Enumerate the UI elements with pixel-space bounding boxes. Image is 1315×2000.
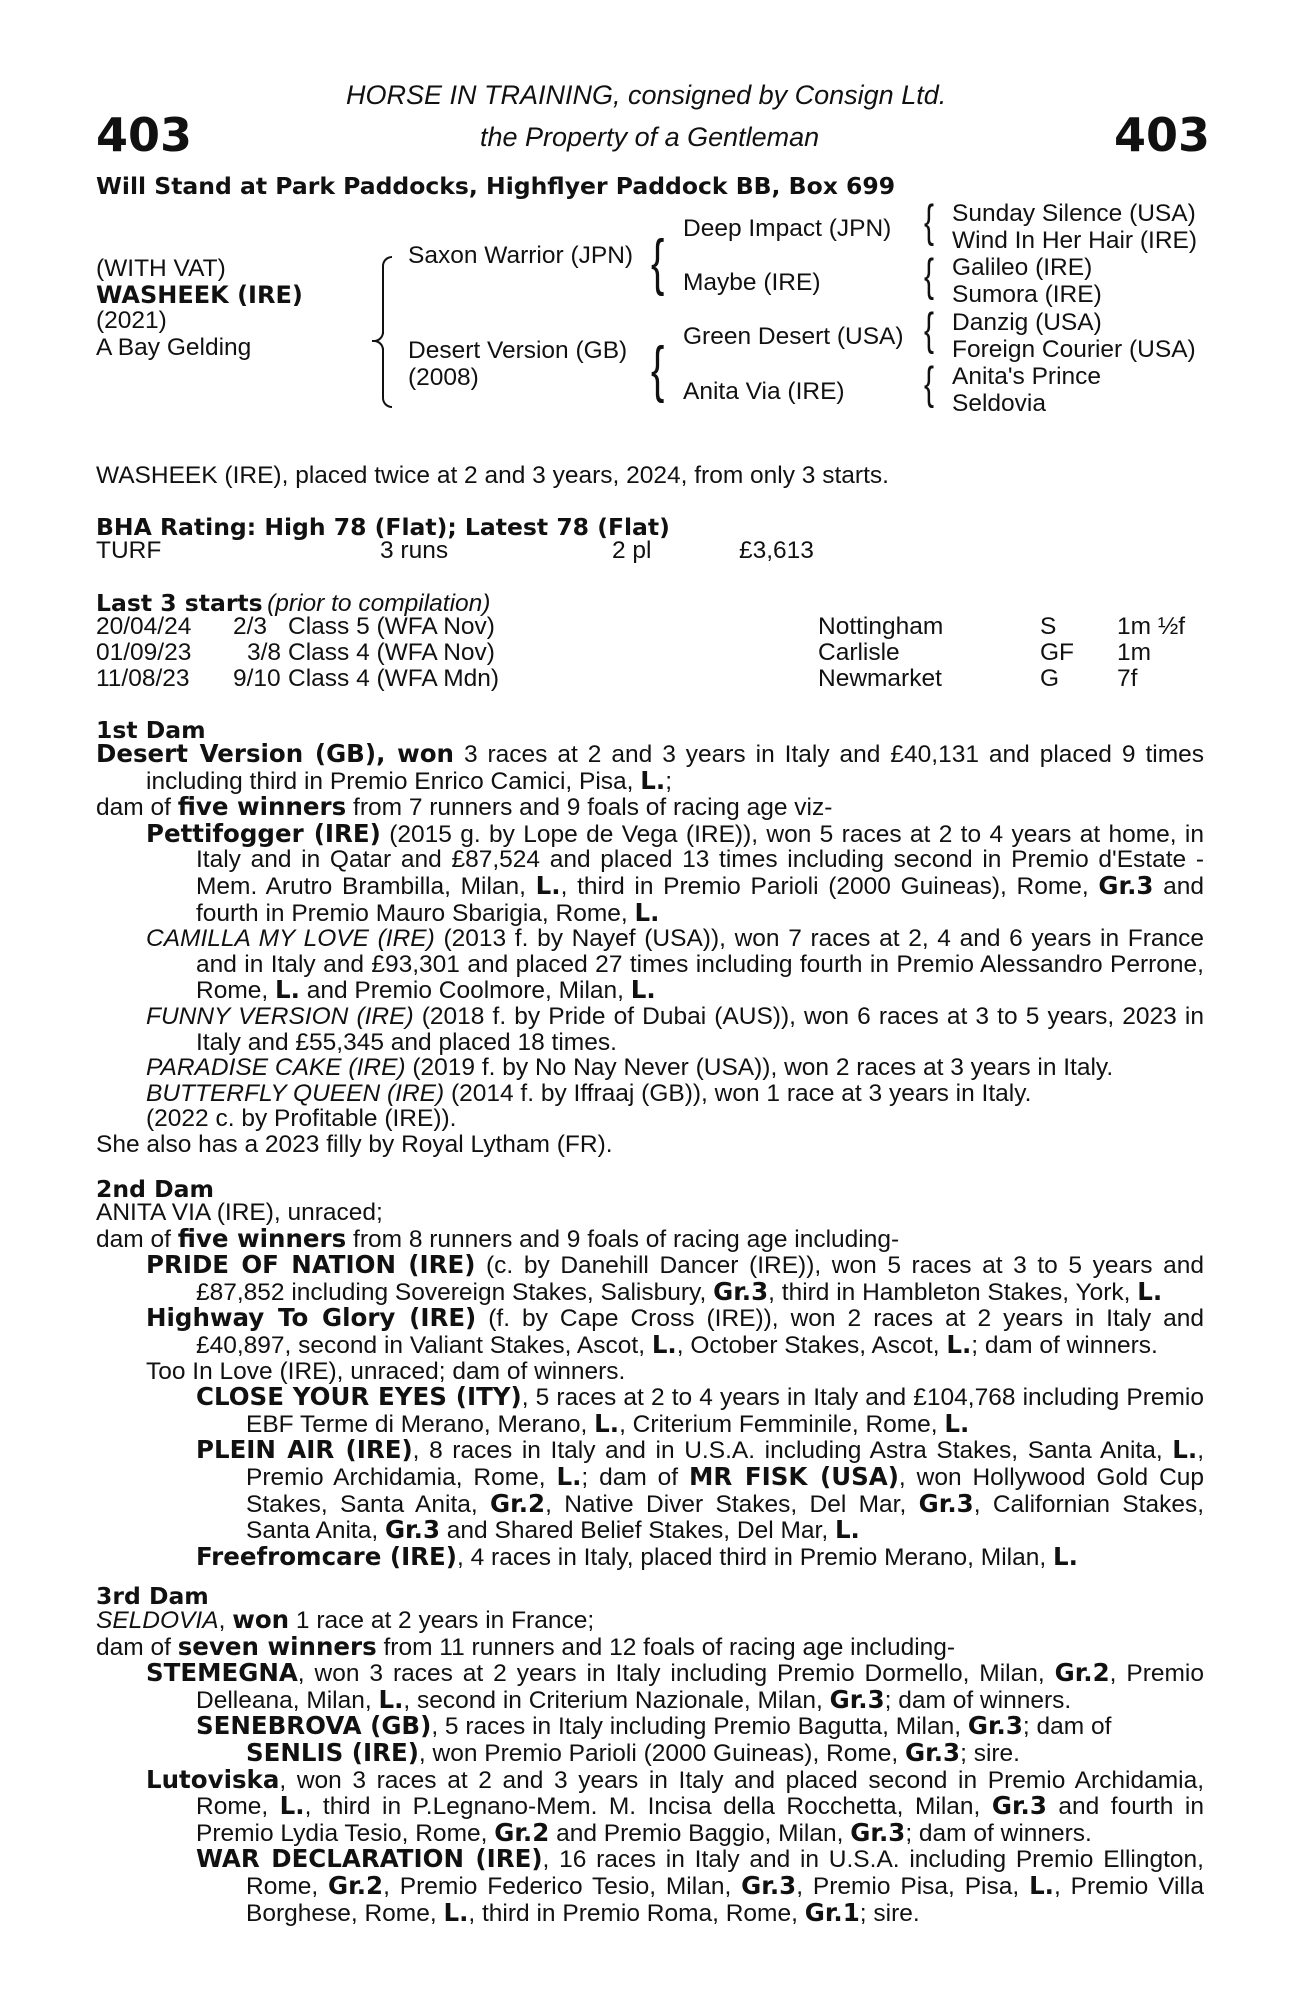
- progeny-text: , 5 races in Italy including Premio Bagutta, Milan,: [431, 1713, 968, 1741]
- start-race: Class 4 (WFA Mdn): [288, 665, 500, 692]
- start-course: Nottingham: [818, 613, 944, 640]
- sire: Saxon Warrior (JPN): [408, 242, 634, 269]
- progeny-name: Lutoviska: [146, 1764, 280, 1794]
- list-item: [246, 1737, 1204, 1767]
- start-race: Class 4 (WFA Nov): [288, 639, 495, 666]
- winners-count: seven winners: [177, 1631, 377, 1661]
- pedigree-brace-bottom: [382, 348, 392, 408]
- winners-count: five winners: [177, 792, 347, 822]
- progeny-name: CLOSE YOUR EYES (ITY): [196, 1382, 522, 1412]
- dam-dam: Anita Via (IRE): [683, 378, 845, 405]
- third-dam-name: SELDOVIA: [96, 1607, 219, 1634]
- group-mark: Gr.2: [490, 1488, 546, 1518]
- progeny-text: , October Stakes, Ascot,: [676, 1331, 947, 1359]
- horse-description: A Bay Gelding: [96, 334, 252, 361]
- brace-g56: {: [924, 305, 935, 355]
- listed-mark: L.: [1052, 1541, 1078, 1571]
- listed-mark: L.: [834, 1515, 860, 1545]
- progeny-text: , won Hollywood Gold Cup Stakes, Santa Anita,: [246, 1463, 1205, 1518]
- rating-runs: 3 runs: [380, 537, 449, 564]
- progeny-name: PARADISE CAKE (IRE): [146, 1054, 406, 1082]
- ancestor-3: Galileo (IRE): [952, 254, 1093, 281]
- last-starts-note: (prior to compilation): [267, 590, 491, 617]
- progeny-text: , Californian Stakes, Santa Anita,: [246, 1490, 1204, 1545]
- second-dam-heading: 2nd Dam: [96, 1175, 214, 1203]
- progeny-text: and fourth in Premio Lydia Tesio, Rome,: [196, 1793, 1204, 1847]
- dam-of-rest: from 8 runners and 9 foals of racing age including-: [346, 1225, 900, 1253]
- progeny-text: , second in Criterium Nazionale, Milan,: [403, 1686, 830, 1714]
- progeny-name: Highway To Glory (IRE): [146, 1303, 477, 1333]
- list-item: [196, 1846, 1204, 1926]
- list-item: [196, 1713, 1204, 1740]
- progeny-name: PLEIN AIR (IRE): [196, 1435, 413, 1465]
- start-race: Class 5 (WFA Nov): [288, 613, 495, 640]
- start-date: 01/09/23: [96, 639, 192, 666]
- progeny-name: STEMEGNA: [146, 1658, 298, 1688]
- dam-brace: {: [651, 335, 665, 405]
- group-mark: Gr.2: [494, 1817, 550, 1847]
- progeny-name: CAMILLA MY LOVE (IRE): [146, 925, 435, 953]
- sire-brace: {: [651, 228, 665, 298]
- winners-count: five winners: [177, 1223, 347, 1253]
- progeny-text: , third in Premio Roma, Rome,: [468, 1899, 805, 1927]
- brace-g78: {: [924, 359, 935, 409]
- progeny-text: , third in Premio Parioli (2000 Guineas), Rome,: [560, 872, 1099, 900]
- record-text: 1 race at 2 years in France;: [289, 1607, 595, 1634]
- progeny-text: (f. by Cape Cross (IRE)), won 2 races at 2 years in Italy and £40,897, second in Valiant Stakes, Ascot,: [196, 1305, 1204, 1359]
- pedigree-brace-top: [382, 256, 392, 334]
- start-going: GF: [1040, 639, 1075, 666]
- listed-mark: L.: [279, 1791, 305, 1821]
- group-mark: Gr.2: [328, 1870, 384, 1900]
- dam-of-rest: from 11 runners and 12 foals of racing age including-: [376, 1633, 956, 1661]
- group-mark: Gr.3: [967, 1711, 1023, 1741]
- first-dam-record: Desert Version (GB), won 3 races at 2 and 3 years in Italy and £40,131 and placed 9 times including third in Premio Enrico Camici, Pisa, L.;: [96, 739, 1204, 795]
- lot-number-right: 403: [1114, 108, 1211, 162]
- list-item: Too In Love (IRE), unraced; dam of winners.: [146, 1357, 626, 1385]
- listed-mark: L.: [1029, 1870, 1054, 1900]
- ancestor-6: Foreign Courier (USA): [952, 336, 1196, 363]
- progeny-text: , won 3 races at 2 years in Italy including Premio Dormello, Milan,: [297, 1660, 1055, 1688]
- dam-of-rest: from 7 runners and 9 foals of racing age viz-: [346, 794, 833, 822]
- start-distance: 1m: [1117, 639, 1152, 666]
- first-dam-also: She also has a 2023 filly by Royal Lytham (FR).: [96, 1130, 613, 1158]
- progeny-text: , 16 races in Italy and in U.S.A. including Premio Ellington, Rome,: [246, 1846, 1204, 1900]
- second-dam-progeny: [96, 1252, 1204, 1570]
- progeny-text: (2013 f. by Nayef (USA)), won 7 races at 2, 4 and 6 years in France and in Italy and £93,301 and placed 27 times including fourth in Premio Alessandro Perrone, Rome,: [196, 925, 1204, 1005]
- dam-of: dam of: [96, 1225, 178, 1253]
- won-label: won: [397, 739, 454, 768]
- progeny-text: (c. by Danehill Dancer (IRE)), won 5 races at 3 to 5 years and £87,852 including Sovereign Stakes, Salisbury,: [196, 1252, 1205, 1306]
- progeny-name: PRIDE OF NATION (IRE): [146, 1250, 476, 1280]
- progeny-text: , third in Hambleton Stakes, York,: [768, 1278, 1138, 1306]
- listed-mark: L.: [651, 1329, 677, 1359]
- listed-mark: L.: [556, 1461, 582, 1491]
- sire-dam: Maybe (IRE): [683, 269, 821, 296]
- progeny-name: FUNNY VERSION (IRE): [146, 1002, 414, 1030]
- listed-mark: L.: [634, 897, 660, 927]
- list-item: [196, 1384, 1204, 1437]
- property-line: the Property of a Gentleman: [480, 122, 820, 152]
- listed-mark: L.: [443, 1897, 469, 1927]
- list-item: [146, 1305, 1204, 1358]
- progeny-text: and Shared Belief Stakes, Del Mar,: [440, 1517, 835, 1545]
- dam-of: dam of: [96, 794, 178, 822]
- list-item: [146, 818, 1205, 927]
- start-course: Carlisle: [818, 639, 900, 666]
- progeny-text: , Native Diver Stakes, Del Mar,: [545, 1490, 919, 1518]
- group-mark: Gr.2: [1054, 1658, 1110, 1688]
- first-dam-produce: [96, 794, 1204, 821]
- last-starts-title: Last 3 starts: [96, 589, 263, 617]
- listed-mark: L.: [274, 975, 300, 1005]
- third-dam-great-grandprogeny: [196, 1737, 1204, 1767]
- start-position: 9/10: [233, 665, 281, 692]
- third-dam-section: [96, 1607, 1204, 1926]
- progeny-text: , won 3 races at 2 and 3 years in Italy and placed second in Premio Archidamia, Rome,: [196, 1766, 1204, 1821]
- lot-number-left: 403: [96, 108, 193, 162]
- record-end: ;: [665, 767, 673, 795]
- progeny-text: (2015 g. by Lope de Vega (IRE)), won 5 races at 2 to 4 years at home, in Italy and in Qatar and £87,524 and placed 13 times including second in Premio d'Estate -Mem. Arutro Brambilla, Milan,: [196, 820, 1204, 900]
- first-dam-progeny: [96, 818, 1205, 1133]
- progeny-text: ; sire.: [859, 1899, 920, 1927]
- listed-mark: L.: [535, 870, 561, 900]
- group-mark: Gr.1: [804, 1897, 860, 1927]
- third-dam-progeny: [96, 1660, 1204, 1926]
- start-going: S: [1040, 613, 1057, 640]
- start-distance: 1m ½f: [1117, 613, 1186, 640]
- rating-surface: TURF: [96, 537, 162, 564]
- progeny-text: , Criterium Femminile, Rome,: [619, 1410, 945, 1438]
- dam: Desert Version (GB): [408, 337, 628, 364]
- sale-title: HORSE IN TRAINING, consigned by Consign Ltd.: [346, 80, 947, 110]
- listed-mark: L.: [944, 1408, 970, 1438]
- dam-sire: Green Desert (USA): [683, 323, 904, 350]
- progeny-text: , third in P.Legnano-Mem. M. Incisa della Rocchetta, Milan,: [304, 1793, 992, 1821]
- progeny-text: and Premio Coolmore, Milan,: [299, 977, 631, 1005]
- list-item: [146, 1004, 1204, 1055]
- dam-year: (2008): [408, 364, 479, 391]
- progeny-text: ; dam of winners.: [884, 1686, 1072, 1714]
- listed-mark: L.: [630, 975, 656, 1005]
- stand-location: Will Stand at Park Paddocks, Highflyer Paddock BB, Box 699: [96, 172, 896, 200]
- start-distance: 7f: [1117, 665, 1138, 692]
- progeny-text: ; dam of winners.: [971, 1331, 1158, 1359]
- list-item: [196, 1437, 1204, 1543]
- start-date: 11/08/23: [96, 665, 190, 692]
- record-text: 3 races at 2 and 3 years in Italy and £40,131 and placed 9 times including third in Premio Enrico Camici, Pisa,: [146, 741, 1204, 795]
- list-item: [146, 926, 1204, 1004]
- first-dam-heading: 1st Dam: [96, 716, 206, 744]
- listed-mark: L.: [946, 1329, 972, 1359]
- ancestor-2: Wind In Her Hair (IRE): [952, 227, 1198, 254]
- progeny-text: , Premio Pisa, Pisa,: [796, 1872, 1030, 1900]
- progeny-name: MR FISK (USA): [689, 1461, 899, 1491]
- progeny-name: BUTTERFLY QUEEN (IRE): [146, 1079, 445, 1107]
- vat-note: (WITH VAT): [96, 255, 226, 282]
- second-dam-section: [96, 1200, 1204, 1570]
- sire-sire: Deep Impact (JPN): [683, 215, 892, 242]
- start-date: 20/04/24: [96, 613, 192, 640]
- horse-name: WASHEEK (IRE): [96, 281, 303, 309]
- ancestor-5: Danzig (USA): [952, 309, 1102, 336]
- won-label: won: [232, 1605, 290, 1634]
- bha-rating: BHA Rating: High 78 (Flat); Latest 78 (Flat): [96, 513, 670, 541]
- progeny-text: , Premio Federico Tesio, Milan,: [383, 1872, 742, 1900]
- progeny-text: , 8 races in Italy and in U.S.A. including Astra Stakes, Santa Anita,: [412, 1437, 1173, 1465]
- progeny-text: (2018 f. by Pride of Dubai (AUS)), won 6 races at 3 to 5 years, 2023 in Italy and £55,345 and placed 18 times.: [196, 1002, 1204, 1056]
- group-mark: Gr.3: [713, 1276, 769, 1306]
- first-dam-name: Desert Version (GB): [96, 739, 377, 768]
- brace-g34: {: [924, 251, 935, 301]
- first-dam-section: [96, 741, 1204, 1158]
- group-mark: Gr.3: [741, 1870, 797, 1900]
- progeny-text: and Premio Baggio, Milan,: [549, 1819, 851, 1847]
- list-item: (2022 c. by Profitable (IRE)).: [146, 1105, 457, 1133]
- second-dam-grandprogeny: [146, 1384, 1204, 1570]
- third-dam-produce: [96, 1631, 1204, 1661]
- progeny-name: Pettifogger (IRE): [146, 818, 381, 848]
- progeny-name: SENLIS (IRE): [246, 1737, 419, 1767]
- progeny-text: and fourth in Premio Mauro Sbarigia, Rome,: [196, 872, 1205, 927]
- rating-placed: 2 pl: [612, 537, 652, 564]
- progeny-text: (2019 f. by No Nay Never (USA)), won 2 races at 3 years in Italy.: [405, 1054, 1114, 1082]
- list-item: [146, 1055, 1204, 1081]
- progeny-text: ; dam of: [581, 1463, 690, 1491]
- rating-earnings: £3,613: [739, 537, 814, 564]
- list-item: [146, 1252, 1204, 1305]
- group-mark: Gr.3: [829, 1684, 885, 1714]
- listed-mark: L.: [1172, 1435, 1198, 1465]
- dam-of: dam of: [96, 1633, 178, 1661]
- second-dam-record: ANITA VIA (IRE), unraced;: [96, 1199, 383, 1226]
- progeny-name: SENEBROVA (GB): [196, 1711, 432, 1741]
- group-mark: Gr.3: [918, 1488, 974, 1518]
- start-going: G: [1040, 665, 1060, 692]
- progeny-text: , Premio Villa Borghese, Rome,: [246, 1872, 1205, 1927]
- progeny-text: , 4 races in Italy, placed third in Premio Merano, Milan,: [456, 1543, 1053, 1571]
- progeny-text: , Premio Delleana, Milan,: [196, 1660, 1204, 1714]
- progeny-text: , won Premio Parioli (2000 Guineas), Rome,: [418, 1739, 906, 1767]
- ancestor-4: Sumora (IRE): [952, 281, 1102, 308]
- group-mark: Gr.3: [1098, 870, 1154, 900]
- list-item: [146, 1660, 1204, 1713]
- start-course: Newmarket: [818, 665, 942, 692]
- progeny-name: Freefromcare (IRE): [196, 1541, 457, 1571]
- list-item: [146, 1081, 1204, 1107]
- start-position: 2/3: [233, 613, 268, 640]
- progeny-text: , Premio Archidamia, Rome,: [246, 1437, 1204, 1491]
- group-mark: Gr.3: [991, 1791, 1047, 1821]
- brace-g12: {: [924, 197, 935, 247]
- progeny-text: , 5 races at 2 to 4 years in Italy and £104,768 including Premio EBF Terme di Merano, Merano,: [246, 1384, 1204, 1438]
- third-dam-grandprogeny-2: [146, 1846, 1204, 1926]
- ancestor-1: Sunday Silence (USA): [952, 200, 1196, 227]
- third-dam-grandprogeny: [146, 1713, 1204, 1766]
- ancestor-7: Anita's Prince: [952, 363, 1102, 390]
- progeny-text: ; sire.: [960, 1739, 1020, 1767]
- list-item: [146, 1764, 1204, 1847]
- start-position: 3/8: [247, 639, 282, 666]
- ancestor-8: Seldovia: [952, 390, 1046, 417]
- group-mark: Gr.3: [384, 1515, 440, 1545]
- listed-mark: L.: [1137, 1276, 1163, 1306]
- progeny-text: ; dam of winners.: [905, 1819, 1092, 1847]
- third-dam-record: SELDOVIA, won 1 race at 2 years in France;: [96, 1605, 595, 1634]
- listed-mark: L.: [594, 1408, 620, 1438]
- group-mark: Gr.3: [850, 1817, 906, 1847]
- list-item: [196, 1541, 1204, 1571]
- progeny-text: ; dam of: [1022, 1713, 1112, 1741]
- group-mark: Gr.3: [905, 1737, 961, 1767]
- third-dam-heading: 3rd Dam: [96, 1582, 209, 1610]
- listed-mark: L.: [378, 1684, 404, 1714]
- listed-mark: L.: [640, 765, 666, 795]
- summary: WASHEEK (IRE), placed twice at 2 and 3 years, 2024, from only 3 starts.: [96, 462, 889, 489]
- horse-year: (2021): [96, 307, 167, 334]
- progeny-name: WAR DECLARATION (IRE): [196, 1844, 543, 1874]
- progeny-text: (2014 f. by Iffraaj (GB)), won 1 race at 3 years in Italy.: [444, 1079, 1032, 1107]
- second-dam-produce: [96, 1223, 1204, 1253]
